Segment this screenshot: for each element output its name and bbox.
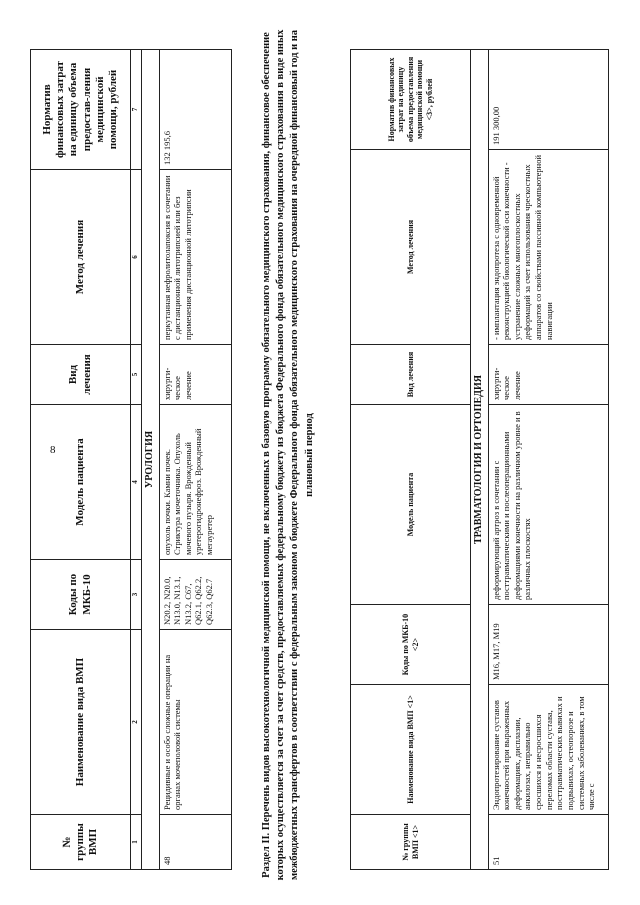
column-index-row — [131, 50, 142, 870]
header-icd-codes: Коды по МКБ-10 — [31, 560, 131, 630]
cell-cost: 191 300,00 — [488, 50, 608, 150]
header-treatment-method: Метод лечения — [31, 170, 131, 345]
section-band-row — [142, 50, 160, 870]
cell-patient-model: деформирующий артроз в сочетании с посттравматическими и послеоперационными деформациями конечности на различном уровне и в различных плоскостях — [488, 405, 608, 605]
table-row — [488, 50, 608, 870]
column-index: 2 — [131, 630, 142, 815]
column-index: 3 — [131, 560, 142, 630]
cell-vmp-name: Рецидивные и особо сложные операции на органах мочеполовой системы — [159, 630, 231, 815]
header-treatment-method: Метод лечения — [351, 150, 471, 345]
section-band-traumatology: ТРАВМАТОЛОГИЯ И ОРТОПЕДИЯ — [471, 50, 489, 870]
column-index: 5 — [131, 345, 142, 405]
header-vmp-name: Наименование вида ВМП — [31, 630, 131, 815]
header-patient-model: Модель пациента — [31, 405, 131, 560]
header-treatment-type: Вид лечения — [351, 345, 471, 405]
header-group-number: № группы ВМП — [31, 815, 131, 870]
header-treatment-type: Вид лечения — [31, 345, 131, 405]
column-index: 4 — [131, 405, 142, 560]
header-group-number: № группы ВМП <1> — [351, 815, 471, 870]
cell-treatment-method: перкутанная нефролитолапоксия в сочетании с дистанционной литотрипсией или без применения дистанционной литотрипсии — [159, 170, 231, 345]
table-header-row — [351, 50, 471, 870]
cell-group-number: 48 — [159, 815, 231, 870]
header-cost-norm: Норматив финансовых затрат на единицу объема предоставления медицинской помощи <3>, рублей — [351, 50, 471, 150]
header-cost-norm: Норматив финансовых затрат на единицу объема предостав-ления медицинской помощи, рублей — [31, 50, 131, 170]
cell-icd-codes: N20.2, N20.0, N13.0, N13.1, N13.2, C67, Q62.1, Q62.2, Q62.3, Q62.7 — [159, 560, 231, 630]
cell-cost: 132 195,6 — [159, 50, 231, 170]
vmp-table-section-2 — [350, 49, 609, 870]
header-patient-model: Модель пациента — [351, 405, 471, 605]
cell-treatment-type: хирурги-ческое лечение — [159, 345, 231, 405]
vmp-table-section-1 — [30, 49, 232, 870]
section-band-row — [471, 50, 489, 870]
header-vmp-name: Наименование вида ВМП <1> — [351, 685, 471, 815]
header-icd-codes: Коды по МКБ-10 <2> — [351, 605, 471, 685]
table-header-row — [31, 50, 131, 870]
cell-patient-model: опухоль почки. Камни почек. Стриктура мочеточника. Опухоль мочевого пузыря. Врожденный уретерогидронефроз. Врожденный мегауретер — [159, 405, 231, 560]
page-number: 8 — [50, 444, 56, 456]
section-title: Раздел II. Перечень видов высокотехнологичной медицинской помощи, не включенных в базовую программу обязательного медицинского страхования, финансовое обеспечение которых осуществляется за счет за счет средств, предоставляемых федеральному бюджету из бюджета Федерального фонда обязательного медицинского страхования в виде иных межбюджетных трансфертов в соответствии с федеральным законом о бюджете Федерального фонда обязательного медицинского страхования на очередной финансовый год и на плановый период — [261, 29, 315, 881]
table-row — [159, 50, 231, 870]
section-band-urology: УРОЛОГИЯ — [142, 50, 160, 870]
column-index: 1 — [131, 815, 142, 870]
cell-group-number: 51 — [488, 815, 608, 870]
cell-treatment-method: - имплантация эндопротеза с одновременной реконструкцией биологической оси конечности - устранение сложных многоплоскостных деформаций за счет использования чрескостных аппаратов со свойствами пассивной компьютерной навигации — [488, 150, 608, 345]
cell-vmp-name: Эндопротезирование суставов конечностей при выраженных деформациях, дисплазии, анкилозах, неправильно сросшихся и несросшихся переломах области сустава, посттравматических вывихах и подвывихах, остеопорозе и системных заболеваниях, в том числе с — [488, 685, 608, 815]
cell-icd-codes: M16, M17, M19 — [488, 605, 608, 685]
column-index: 7 — [131, 50, 142, 170]
cell-treatment-type: хирурги-ческое лечение — [488, 345, 608, 405]
column-index: 6 — [131, 170, 142, 345]
